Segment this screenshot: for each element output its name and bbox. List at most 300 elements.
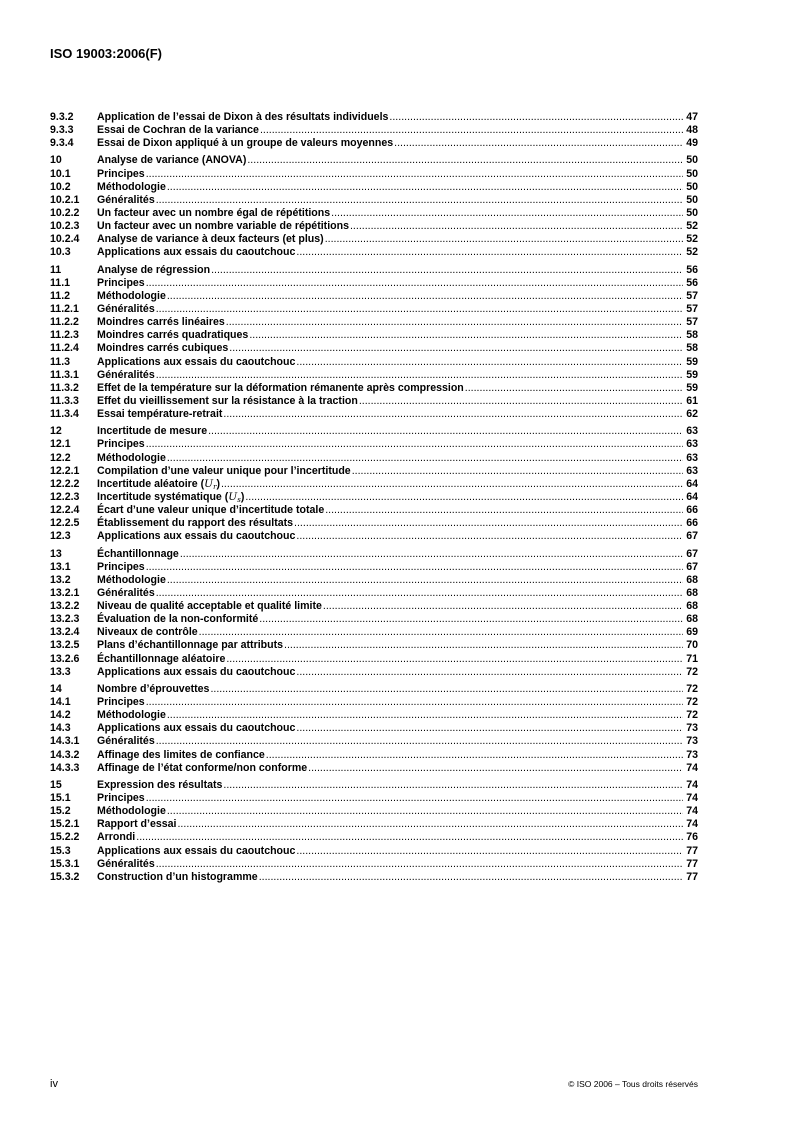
toc-entry[interactable] [50, 779, 698, 792]
toc-entry-number: 15.3.1 [50, 857, 80, 870]
toc-entry-page: 74 [686, 818, 698, 831]
toc-entry-number: 15.2.1 [50, 818, 80, 831]
toc-entry-page: 72 [686, 665, 698, 678]
toc-entry[interactable] [50, 233, 698, 246]
toc-entry-number: 11.3.1 [50, 368, 79, 381]
toc-group [50, 548, 698, 679]
toc-entry[interactable] [50, 722, 698, 735]
toc-group [50, 779, 698, 884]
toc-entry-number: 9.3.3 [50, 124, 74, 137]
dot-leader [167, 290, 683, 303]
toc-entry-page: 52 [686, 220, 698, 233]
toc-entry-title: Essai de Dixon appliqué à un groupe de valeurs moyennes [97, 137, 394, 150]
dot-leader [167, 452, 683, 465]
toc-entry[interactable] [50, 303, 698, 316]
toc-entry-number: 15.1 [50, 792, 71, 805]
dot-leader [308, 762, 683, 775]
toc-entry-page: 50 [686, 206, 698, 219]
toc-entry-number: 9.3.4 [50, 137, 74, 150]
dot-leader [167, 805, 683, 818]
toc-entry-number: 13.2.2 [50, 600, 80, 613]
dot-leader [167, 181, 683, 194]
toc-entry[interactable] [50, 491, 698, 504]
dot-leader [259, 871, 683, 884]
toc-entry-title: Analyse de régression [97, 263, 211, 276]
dot-leader [136, 831, 683, 844]
toc-entry-number: 13.2.5 [50, 639, 80, 652]
toc-entry[interactable] [50, 452, 698, 465]
dot-leader [249, 329, 683, 342]
dot-leader [296, 530, 683, 543]
uncertainty-symbol: U [228, 490, 238, 503]
toc-entry[interactable] [50, 207, 698, 220]
toc-entry[interactable] [50, 574, 698, 587]
toc-entry-title: Essai température-retrait [97, 408, 223, 421]
toc-entry-page: 68 [686, 586, 698, 599]
toc-entry-title: Méthodologie [97, 709, 166, 722]
dot-leader [266, 749, 683, 762]
toc-entry-page: 52 [686, 233, 698, 246]
dot-leader [260, 124, 683, 137]
toc-entry[interactable] [50, 425, 698, 438]
dot-leader [325, 233, 683, 246]
dot-leader [296, 722, 683, 735]
toc-entry-title: Principes [97, 167, 145, 180]
toc-entry-number: 12 [50, 425, 62, 438]
toc-entry[interactable] [50, 762, 698, 775]
toc-entry-title: Principes [97, 696, 145, 709]
toc-entry-title: Effet du vieillissement sur la résistance à la traction [97, 394, 358, 407]
dot-leader [296, 666, 683, 679]
toc-entry-title: Moindres carrés quadratiques [97, 329, 249, 342]
toc-entry[interactable] [50, 181, 698, 194]
dot-leader [146, 696, 683, 709]
toc-entry-page: 48 [686, 124, 698, 137]
toc-entry-number: 15.3 [50, 844, 71, 857]
toc-entry[interactable] [50, 154, 698, 167]
toc-entry-title: Nombre d’éprouvettes [97, 682, 210, 695]
toc-entry-page: 71 [686, 652, 698, 665]
toc-entry-page: 63 [686, 425, 698, 438]
toc-entry-title: Évaluation de la non-conformité [97, 613, 259, 626]
toc-entry-title: Applications aux essais du caoutchouc [97, 665, 296, 678]
toc-entry[interactable] [50, 587, 698, 600]
toc-entry-page: 67 [686, 547, 698, 560]
dot-leader [210, 683, 683, 696]
toc-entry-number: 13.2 [50, 573, 71, 586]
toc-entry-page: 57 [686, 302, 698, 315]
toc-entry-page: 74 [686, 792, 698, 805]
toc-entry-number: 15.2.2 [50, 831, 80, 844]
toc-entry-page: 66 [686, 504, 698, 517]
toc-entry-number: 13.1 [50, 560, 71, 573]
toc-entry[interactable] [50, 408, 698, 421]
dot-leader [226, 316, 683, 329]
toc-entry-title-close: ) [240, 490, 245, 503]
toc-entry-title: Construction d’un histogramme [97, 870, 258, 883]
toc-entry-number: 12.3 [50, 530, 71, 543]
toc-entry[interactable] [50, 517, 698, 530]
toc-entry-number: 9.3.2 [50, 111, 74, 123]
toc-group [50, 111, 698, 150]
toc-entry-number: 10.2.2 [50, 206, 80, 219]
toc-group [50, 683, 698, 775]
toc-entry[interactable] [50, 478, 698, 491]
toc-entry-number: 12.2.4 [50, 504, 80, 517]
toc-entry-page: 64 [686, 477, 698, 490]
toc-entry-number: 15.3.2 [50, 870, 80, 883]
dot-leader [296, 845, 683, 858]
toc-entry-number: 11.3 [50, 355, 71, 368]
dot-leader [389, 111, 683, 124]
toc-entry-page: 50 [686, 193, 698, 206]
toc-entry-page: 77 [686, 857, 698, 870]
dot-leader [156, 369, 683, 382]
toc-entry-number: 11.3.2 [50, 381, 79, 394]
dot-leader [226, 653, 683, 666]
toc-entry-page: 62 [686, 408, 698, 421]
toc-entry-number: 10 [50, 154, 62, 167]
toc-entry-title: Méthodologie [97, 289, 166, 302]
toc-entry[interactable] [50, 735, 698, 748]
toc-entry-number: 12.2.3 [50, 490, 80, 503]
toc-entry-page: 77 [686, 870, 698, 883]
toc-entry-page: 59 [686, 381, 698, 394]
toc-entry[interactable] [50, 382, 698, 395]
toc-entry[interactable] [50, 530, 698, 543]
toc-entry-page: 77 [686, 844, 698, 857]
toc-entry-page: 73 [686, 722, 698, 735]
dot-leader [211, 264, 683, 277]
toc-entry-title: Applications aux essais du caoutchouc [97, 246, 296, 259]
toc-entry-number: 10.2 [50, 180, 71, 193]
toc-group [50, 264, 698, 422]
toc-entry-title-text: Incertitude systématique ( [97, 490, 229, 503]
toc-entry-page: 57 [686, 316, 698, 329]
toc-entry-title: Généralités [97, 857, 155, 870]
toc-entry[interactable] [50, 194, 698, 207]
toc-entry[interactable] [50, 246, 698, 259]
toc-group [50, 154, 698, 259]
toc-entry-number: 11.3.3 [50, 394, 79, 407]
toc-entry-number: 11.1 [50, 276, 71, 289]
dot-leader [325, 504, 683, 517]
toc-entry[interactable] [50, 329, 698, 342]
dot-leader [331, 207, 683, 220]
toc-entry-number: 11.2.3 [50, 329, 79, 342]
toc-entry[interactable] [50, 316, 698, 329]
toc-entry-number: 10.3 [50, 246, 71, 259]
page-number: iv [50, 1078, 58, 1090]
toc-entry-number: 11.2.2 [50, 316, 79, 329]
toc-entry-page: 50 [686, 180, 698, 193]
toc-entry-title: Niveau de qualité acceptable et qualité limite [97, 600, 322, 613]
toc-entry[interactable] [50, 342, 698, 355]
toc-entry[interactable] [50, 805, 698, 818]
toc-group [50, 425, 698, 543]
toc-entry-title-text: Incertitude aléatoire ( [97, 477, 205, 490]
toc-entry-number: 13.2.3 [50, 613, 80, 626]
dot-leader [359, 395, 683, 408]
toc-entry-title: Généralités [97, 735, 155, 748]
toc-entry[interactable] [50, 137, 698, 150]
toc-entry-number: 12.2.5 [50, 517, 80, 530]
toc-entry-number: 11.2.1 [50, 302, 79, 315]
toc-entry-title: Généralités [97, 302, 155, 315]
toc-entry[interactable] [50, 858, 698, 871]
toc-entry-title: Principes [97, 438, 145, 451]
toc-entry-page: 69 [686, 626, 698, 639]
dot-leader [296, 356, 683, 369]
toc-entry[interactable] [50, 613, 698, 626]
dot-leader [156, 194, 683, 207]
toc-entry-page: 74 [686, 778, 698, 791]
toc-entry-title: Méthodologie [97, 805, 166, 818]
toc-entry-number: 11.2.4 [50, 342, 79, 355]
toc-entry[interactable] [50, 369, 698, 382]
toc-entry-page: 63 [686, 438, 698, 451]
toc-entry-title: Applications aux essais du caoutchouc [97, 722, 296, 735]
toc-entry-number: 13.2.1 [50, 586, 80, 599]
dot-leader [146, 438, 683, 451]
dot-leader [221, 478, 683, 491]
dot-leader [352, 465, 683, 478]
toc-entry-title: Moindres carrés linéaires [97, 316, 225, 329]
toc-entry-number: 13.2.6 [50, 652, 80, 665]
dot-leader [146, 561, 683, 574]
toc-entry-title: Échantillonnage aléatoire [97, 652, 226, 665]
toc-entry-page: 73 [686, 748, 698, 761]
dot-leader [323, 600, 683, 613]
toc-entry-title: Essai de Cochran de la variance [97, 124, 259, 137]
toc-entry-page: 68 [686, 613, 698, 626]
toc-entry-title: Méthodologie [97, 573, 166, 586]
toc-entry[interactable] [50, 465, 698, 478]
dot-leader [167, 709, 683, 722]
dot-leader [146, 168, 683, 181]
toc-entry[interactable] [50, 561, 698, 574]
toc-entry[interactable] [50, 290, 698, 303]
toc-entry-title: Généralités [97, 586, 155, 599]
toc-entry[interactable] [50, 871, 698, 884]
toc-entry-page: 64 [686, 490, 698, 503]
toc-entry-number: 14.2 [50, 709, 71, 722]
toc-entry-number: 13.2.4 [50, 626, 80, 639]
toc-entry-number: 14.3.1 [50, 735, 80, 748]
toc-entry-page: 68 [686, 600, 698, 613]
copyright-notice: © ISO 2006 – Tous droits réservés [568, 1079, 698, 1089]
toc-entry-number: 14.1 [50, 696, 71, 709]
toc-entry-page: 56 [686, 263, 698, 276]
toc-entry[interactable] [50, 696, 698, 709]
toc-entry[interactable] [50, 666, 698, 679]
dot-leader [146, 277, 683, 290]
toc-entry[interactable] [50, 220, 698, 233]
toc-entry[interactable] [50, 831, 698, 844]
dot-leader [156, 858, 683, 871]
toc-entry-title: Compilation d’une valeur unique pour l’incertitude [97, 464, 351, 477]
toc-entry-number: 12.2 [50, 451, 71, 464]
dot-leader [156, 587, 683, 600]
toc-entry-title: Applications aux essais du caoutchouc [97, 355, 296, 368]
toc-entry[interactable] [50, 124, 698, 137]
toc-entry-page: 61 [686, 394, 698, 407]
toc-entry-title: Généralités [97, 193, 155, 206]
toc-entry-title: Généralités [97, 368, 155, 381]
toc-entry-title: Applications aux essais du caoutchouc [97, 530, 296, 543]
toc-entry[interactable] [50, 653, 698, 666]
toc-entry-page: 50 [686, 167, 698, 180]
toc-entry-page: 63 [686, 464, 698, 477]
dot-leader [208, 425, 683, 438]
toc-entry-number: 14.3.3 [50, 761, 80, 774]
toc-entry-title: Applications aux essais du caoutchouc [97, 844, 296, 857]
toc-entry-title: Expression des résultats [97, 778, 223, 791]
toc-entry-title: Moindres carrés cubiques [97, 342, 229, 355]
toc-entry-page: 70 [686, 639, 698, 652]
dot-leader [199, 626, 683, 639]
toc-entry-page: 59 [686, 355, 698, 368]
toc-entry-number: 11.3.4 [50, 408, 79, 421]
toc-entry-page: 74 [686, 805, 698, 818]
toc-entry[interactable] [50, 277, 698, 290]
toc-entry-number: 12.2.2 [50, 477, 80, 490]
toc-entry-page: 47 [686, 111, 698, 123]
table-of-contents [50, 111, 698, 888]
toc-entry-number: 11.2 [50, 289, 71, 302]
toc-entry-number: 14 [50, 682, 62, 695]
toc-entry-page: 72 [686, 696, 698, 709]
document-id-header: ISO 19003:2006(F) [50, 46, 163, 61]
toc-entry[interactable] [50, 356, 698, 369]
toc-entry-page: 76 [686, 831, 698, 844]
toc-entry[interactable] [50, 818, 698, 831]
toc-entry-number: 13.3 [50, 665, 71, 678]
toc-entry[interactable] [50, 600, 698, 613]
dot-leader [223, 408, 683, 421]
toc-entry-title: Écart d’une valeur unique d’incertitude totale [97, 504, 325, 517]
toc-entry-number: 10.2.1 [50, 193, 80, 206]
dot-leader [146, 792, 683, 805]
toc-entry-title: Un facteur avec un nombre variable de répétitions [97, 220, 349, 233]
toc-entry-title-close: ) [216, 477, 220, 490]
dot-leader [223, 779, 683, 792]
toc-entry-number: 10.1 [50, 167, 71, 180]
toc-entry-page: 66 [686, 517, 698, 530]
toc-entry-page: 59 [686, 368, 698, 381]
toc-entry[interactable] [50, 438, 698, 451]
toc-entry-title: Principes [97, 792, 145, 805]
toc-entry-title: Échantillonnage [97, 547, 179, 560]
toc-entry-number: 10.2.4 [50, 233, 80, 246]
toc-entry-title: Arrondi [97, 831, 136, 844]
toc-entry-title: Principes [97, 276, 145, 289]
toc-entry-title: Plans d’échantillonnage par attributs [97, 639, 284, 652]
toc-entry-title: Incertitude de mesure [97, 425, 208, 438]
toc-entry-page: 57 [686, 289, 698, 302]
toc-entry-title: Application de l’essai de Dixon à des résultats individuels [97, 111, 389, 123]
dot-leader [350, 220, 683, 233]
toc-entry-page: 73 [686, 735, 698, 748]
dot-leader [156, 735, 683, 748]
toc-entry-page: 50 [686, 154, 698, 167]
toc-entry-title: Principes [97, 560, 145, 573]
dot-leader [180, 548, 683, 561]
toc-entry-number: 15.2 [50, 805, 71, 818]
toc-entry-page: 68 [686, 573, 698, 586]
toc-entry-page: 72 [686, 682, 698, 695]
toc-entry-title: Méthodologie [97, 180, 166, 193]
toc-entry-page: 49 [686, 137, 698, 150]
dot-leader [245, 491, 683, 504]
toc-entry-page: 58 [686, 329, 698, 342]
toc-entry-number: 14.3 [50, 722, 71, 735]
dot-leader [167, 574, 683, 587]
toc-entry[interactable] [50, 639, 698, 652]
dot-leader [259, 613, 683, 626]
toc-entry-number: 11 [50, 263, 62, 276]
toc-entry-page: 56 [686, 276, 698, 289]
toc-entry[interactable] [50, 504, 698, 517]
toc-entry-title: Analyse de variance à deux facteurs (et plus) [97, 233, 324, 246]
toc-entry-title: Méthodologie [97, 451, 166, 464]
dot-leader [465, 382, 683, 395]
toc-entry[interactable] [50, 845, 698, 858]
toc-entry-number: 12.2.1 [50, 464, 80, 477]
toc-entry-title: Affinage des limites de confiance [97, 748, 265, 761]
toc-entry[interactable] [50, 749, 698, 762]
toc-entry-page: 58 [686, 342, 698, 355]
toc-entry[interactable] [50, 683, 698, 696]
dot-leader [156, 303, 683, 316]
dot-leader [394, 137, 683, 150]
toc-entry-title: Niveaux de contrôle [97, 626, 198, 639]
toc-entry[interactable] [50, 548, 698, 561]
toc-entry[interactable] [50, 626, 698, 639]
toc-entry-number: 10.2.3 [50, 220, 80, 233]
toc-entry[interactable] [50, 709, 698, 722]
toc-entry-page: 67 [686, 560, 698, 573]
toc-entry-page: 63 [686, 451, 698, 464]
uncertainty-symbol: U [204, 477, 214, 490]
toc-entry-number: 14.3.2 [50, 748, 80, 761]
toc-entry-title: Affinage de l’état conforme/non conforme [97, 761, 308, 774]
dot-leader [284, 639, 683, 652]
toc-entry-number: 12.1 [50, 438, 71, 451]
dot-leader [294, 517, 683, 530]
toc-entry-page: 72 [686, 709, 698, 722]
uncertainty-subscript: r [213, 482, 217, 491]
toc-entry-title: Établissement du rapport des résultats [97, 517, 294, 530]
dot-leader [296, 246, 683, 259]
dot-leader [229, 342, 683, 355]
toc-entry-page: 74 [686, 761, 698, 774]
toc-entry-number: 13 [50, 547, 62, 560]
uncertainty-subscript: s [237, 495, 241, 504]
toc-entry-title: Rapport d’essai [97, 818, 177, 831]
toc-entry-title: Effet de la température sur la déformation rémanente après compression [97, 381, 464, 394]
toc-entry-number: 15 [50, 778, 62, 791]
toc-entry[interactable] [50, 792, 698, 805]
toc-entry-title: Analyse de variance (ANOVA) [97, 154, 247, 167]
toc-entry[interactable] [50, 168, 698, 181]
toc-entry-page: 67 [686, 530, 698, 543]
toc-entry[interactable] [50, 264, 698, 277]
toc-entry-page: 52 [686, 246, 698, 259]
toc-entry[interactable] [50, 111, 698, 124]
toc-entry[interactable] [50, 395, 698, 408]
dot-leader [177, 818, 683, 831]
